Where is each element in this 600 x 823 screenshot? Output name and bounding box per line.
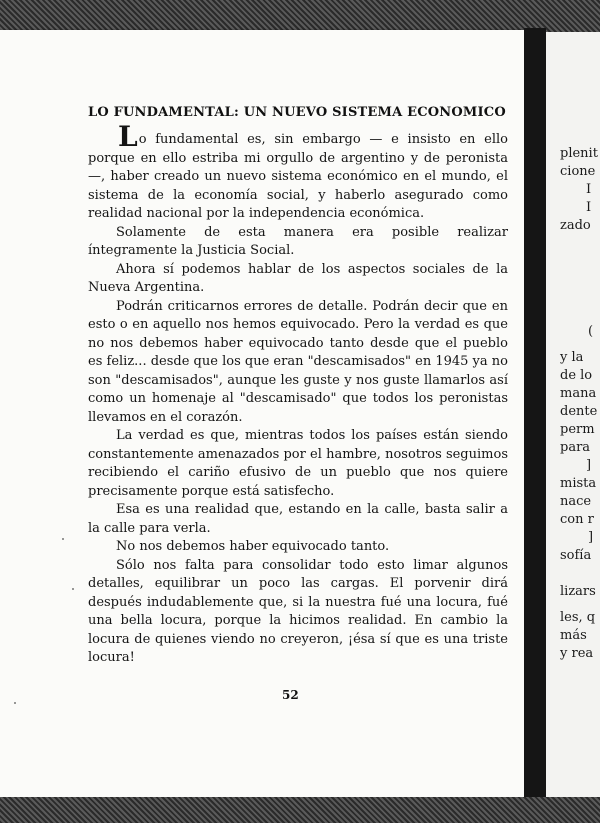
fragment-line: sofía	[560, 548, 592, 563]
fragment-line: zado	[560, 218, 591, 233]
fragment-line: para	[560, 440, 591, 455]
fragment-line: les, q	[560, 610, 596, 625]
paragraph-5: La verdad es que, mientras todos los países están siendo constantemente amenazados por el hambre, nosotros seguimos recibiendo el cariño efusivo de un pueblo que nos quiere precisamente porque está satisfecho.	[88, 428, 508, 499]
scanner-border-bottom	[0, 797, 600, 823]
scan-speck	[72, 588, 74, 590]
book-gutter	[524, 28, 546, 808]
fragment-line: nace	[560, 494, 592, 509]
fragment-line: ]	[588, 530, 594, 545]
paragraph-1	[88, 120, 508, 224]
fragment-line: I	[586, 200, 592, 215]
fragment-line: lizars	[560, 584, 596, 599]
fragment-line: perm	[560, 422, 595, 437]
fragment-line: dente	[560, 404, 598, 419]
page-number: 52	[282, 688, 299, 702]
scan-speck	[62, 538, 64, 540]
fragment-line: mista	[560, 476, 597, 491]
fragment-line: mana	[560, 386, 597, 401]
paragraph-4: Podrán criticarnos errores de detalle. Podrán decir que en esto o en aquello nos hemos equivocado. Pero la verdad es que no nos debemos haber equivocado tanto desde que el pueblo es feliz... desde que los que eran "descamisados" en 1945 ya no son "descamisados", aunque les guste y nos guste llamarlos así como un homenaje al "descamisado" que todos los peronistas llevamos en el corazón.	[88, 298, 508, 425]
paragraph-8: Sólo nos falta para consolidar todo esto limar algunos detalles, equilibrar un poco las cargas. El porvenir dirá después indudablemente que, si la nuestra fué una locura, fué una bella locura, porque la hicimos realidad. En cambio la locura de quienes viendo no creyeron, ¡ésa sí que es una triste locura!	[88, 557, 508, 665]
paragraph-7: No nos debemos haber equivocado tanto.	[116, 539, 390, 554]
scanner-border-top	[0, 0, 600, 32]
body-text	[88, 120, 508, 668]
fragment-line: (	[588, 324, 594, 339]
paragraph-6: Esa es una realidad que, estando en la calle, basta salir a la calle para verla.	[88, 502, 508, 536]
fragment-line: I	[586, 182, 592, 197]
fragment-line: y rea	[560, 646, 594, 661]
paragraph-2: Solamente de esta manera era posible realizar íntegramente la Justicia Social.	[88, 224, 508, 258]
fragment-line: ]	[586, 458, 592, 473]
fragment-line: cione	[560, 164, 596, 179]
paragraph-3: Ahora sí podemos hablar de los aspectos sociales de la Nueva Argentina.	[88, 261, 508, 295]
fragment-line: y la	[560, 350, 584, 365]
fragment-line: con r	[560, 512, 594, 527]
drop-cap: L	[118, 120, 138, 153]
book-page-right-fragment	[546, 32, 600, 802]
section-heading: LO FUNDAMENTAL: UN NUEVO SISTEMA ECONOMICO	[88, 104, 506, 120]
fragment-line: de lo	[560, 368, 593, 383]
fragment-line: plenit	[560, 146, 598, 161]
scan-speck	[14, 702, 16, 704]
fragment-line: más	[560, 628, 587, 643]
paragraph-1-text: o fundamental es, sin embargo — e insisto en ello porque en ello estriba mi orgullo de argentino y de peronista —, haber creado un nuevo sistema económico en el mundo, el sistema de la economía social, y haberlo asegurado como realidad nacional por la independencia económica.	[88, 132, 508, 221]
